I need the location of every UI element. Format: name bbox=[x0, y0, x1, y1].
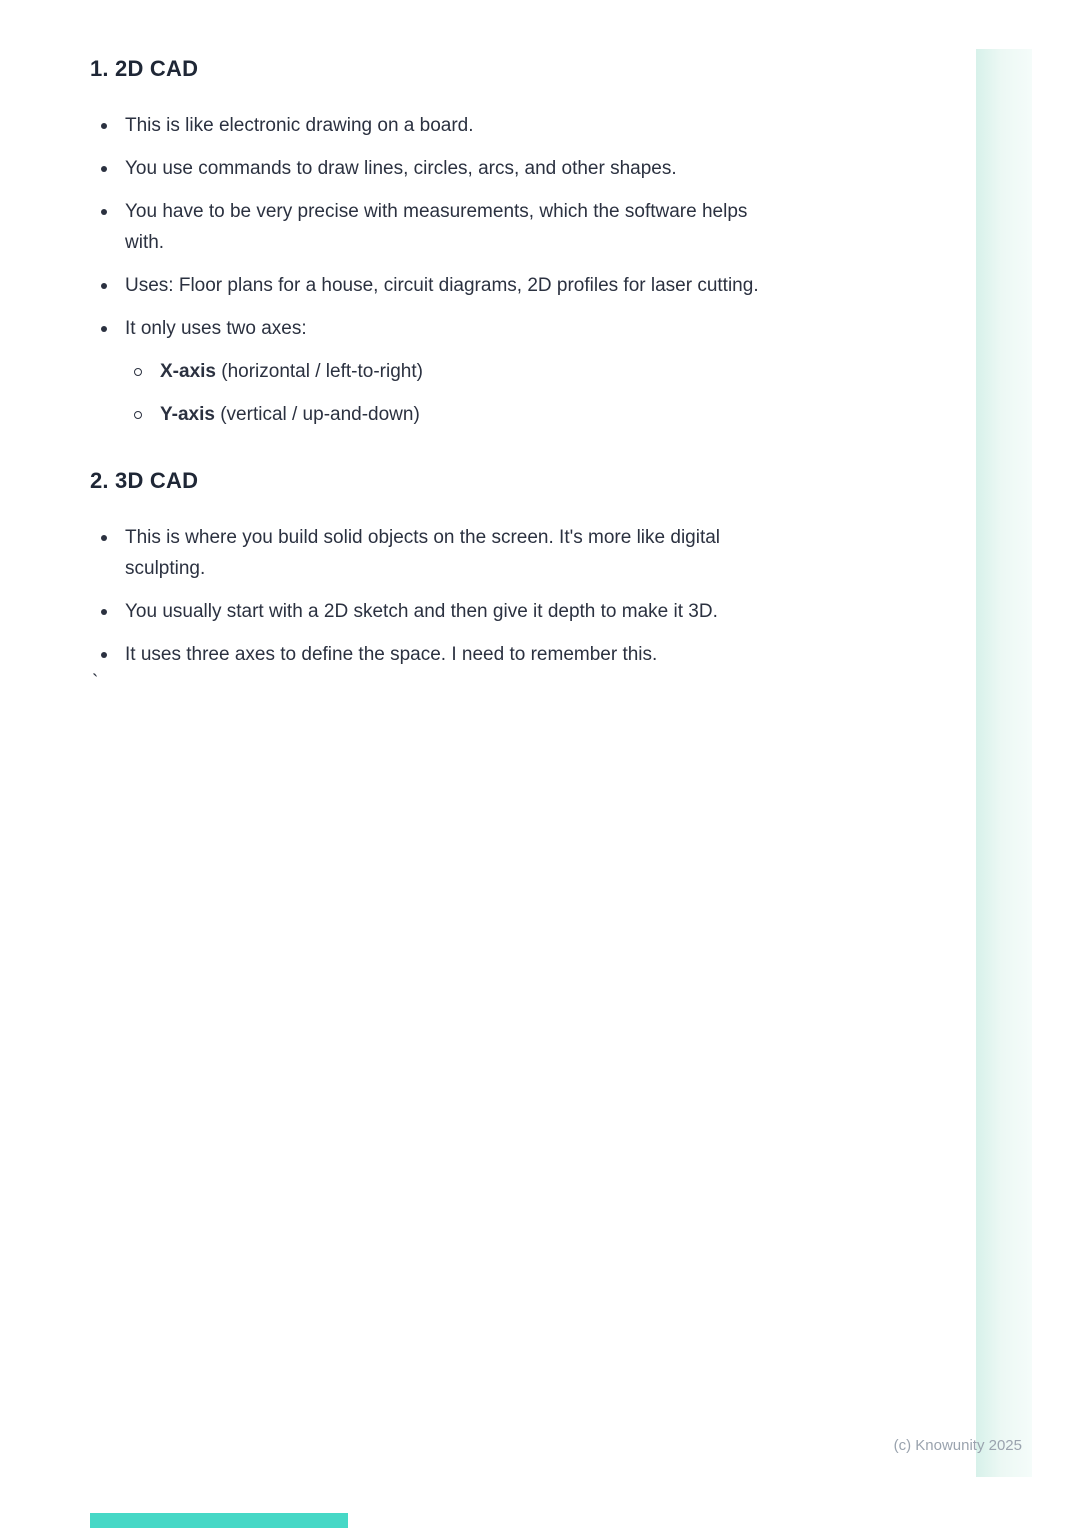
list-item bbox=[90, 153, 775, 184]
sub-list-item bbox=[125, 399, 775, 430]
list-item bbox=[90, 270, 775, 301]
list-item bbox=[90, 522, 775, 584]
section-heading: 1. 2D CAD bbox=[90, 56, 199, 81]
right-accent-stripe bbox=[976, 49, 1032, 1477]
sub-list-item bbox=[125, 356, 775, 387]
list-item-text: You have to be very precise with measurements, which the software helps with. bbox=[125, 201, 748, 253]
bullet-list bbox=[90, 110, 850, 430]
list-item-text: Uses: Floor plans for a house, circuit diagrams, 2D profiles for laser cutting. bbox=[125, 275, 759, 296]
section-heading: 2. 3D CAD bbox=[90, 468, 199, 493]
list-item-text: This is like electronic drawing on a board. bbox=[125, 115, 474, 136]
list-item bbox=[90, 313, 775, 430]
axis-label: X-axis bbox=[160, 361, 216, 382]
list-item bbox=[90, 639, 775, 670]
axis-label: Y-axis bbox=[160, 404, 215, 425]
axis-description: (vertical / up-and-down) bbox=[214, 404, 420, 425]
list-item bbox=[90, 110, 775, 141]
sub-bullet-list bbox=[125, 356, 775, 430]
notes-content bbox=[90, 56, 850, 708]
list-item-text: You usually start with a 2D sketch and then give it depth to make it 3D. bbox=[125, 601, 718, 622]
list-item-text: It only uses two axes: bbox=[125, 318, 307, 339]
bottom-teal-bar bbox=[90, 1513, 348, 1528]
bullet-list bbox=[90, 522, 850, 670]
list-item-text: This is where you build solid objects on the screen. It's more like digital sculpting. bbox=[125, 527, 721, 579]
stray-backtick-text: ` bbox=[92, 672, 99, 693]
list-item bbox=[90, 596, 775, 627]
list-item-text: It uses three axes to define the space. I need to remember this. bbox=[125, 644, 658, 665]
axis-description: (horizontal / left-to-right) bbox=[215, 361, 423, 382]
list-item bbox=[90, 196, 775, 258]
list-item-text: You use commands to draw lines, circles, arcs, and other shapes. bbox=[125, 158, 677, 179]
copyright-footer: (c) Knowunity 2025 bbox=[893, 1437, 1022, 1454]
